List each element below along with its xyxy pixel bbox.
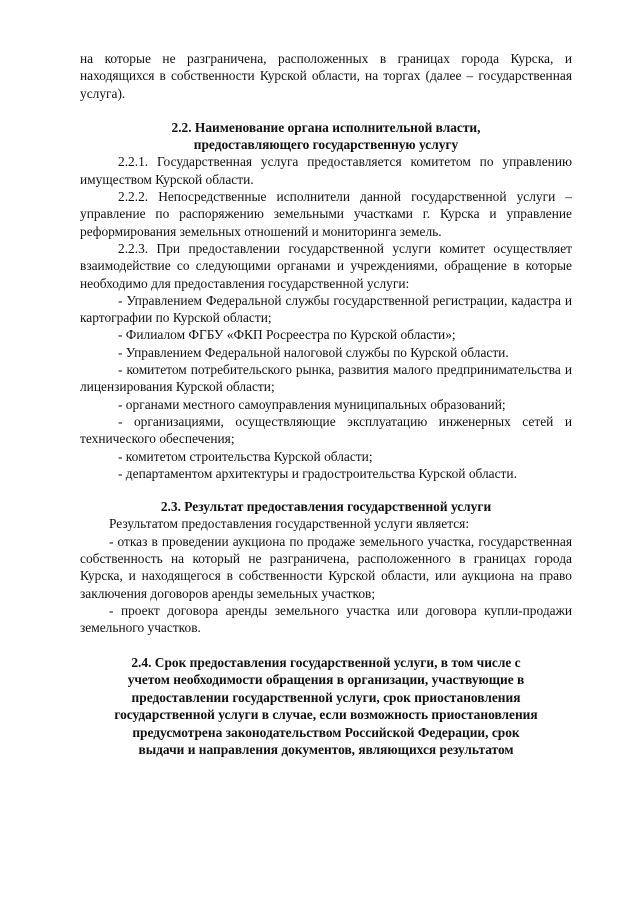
list-item: - отказ в проведении аукциона по продаже земельного участка, государственная собственность на который не разграничена, расположенного в границах города Курска, и находящегося в собственности Курской области, или аукциона на право заключения договоров аренды земельных участков; [80, 533, 572, 601]
heading-line: выдачи и направления документов, являющихся результатом [138, 742, 514, 758]
list-item: - Управлением Федеральной службы государственной регистрации, кадастра и картографии по Курской области; [80, 292, 572, 326]
paragraph-2-2-1: 2.2.1. Государственная услуга предоставляется комитетом по управлению имуществом Курской области. [80, 154, 572, 187]
document-page [80, 50, 572, 759]
intro-paragraph: на которые не разграничена, расположенных в границах города Курска, и находящихся в собственности Курской области, на торгах (далее – государственная услуга). [80, 51, 572, 101]
list-item: - организациями, осуществляющие эксплуатацию инженерных сетей и технического обеспечения; [80, 413, 572, 447]
section-2-4-heading [80, 654, 572, 760]
heading-line: учетом необходимости обращения в организации, участвующие в [127, 672, 525, 688]
list-item: - департаментом архитектуры и градостроительства Курской области. [118, 465, 517, 481]
heading-line: государственной услуги в случае, если возможность приостановления [114, 707, 538, 723]
section-2-3-heading [80, 498, 572, 515]
heading-line: предоставлении государственной услуги, срок приостановления [131, 689, 521, 705]
list-item: - Управлением Федеральной налоговой службы по Курской области. [118, 344, 509, 360]
heading-line: 2.4. Срок предоставления государственной услуги, в том числе с [131, 654, 521, 670]
list-item: - органами местного самоуправления муниципальных образований; [118, 396, 506, 412]
list-item: - комитетом строительства Курской области; [118, 448, 373, 464]
heading-line: 2.3. Результат предоставления государственной услуги [160, 499, 492, 515]
paragraph-2-2-2: 2.2.2. Непосредственные исполнители данной государственной услуги – управление по распоряжению земельными участками г. Курска и управление реформирования земельных отношений и мониторинга земель. [80, 189, 572, 239]
list-item: - проект договора аренды земельного участка или договора купли-продажи земельного участков. [80, 602, 572, 636]
section-2-2-heading [80, 119, 572, 154]
heading-line: предусмотрена законодательством Российской Федерации, срок [132, 724, 520, 740]
paragraph-2-3-lead: Результатом предоставления государственной услуги является: [109, 516, 470, 532]
paragraph-2-2-3: 2.2.3. При предоставлении государственной услуги комитет осуществляет взаимодействие со следующими органами и учреждениями, обращение в которые необходимо для предоставления государственной услуги: [80, 240, 572, 291]
heading-line: 2.2. Наименование органа исполнительной власти, [171, 119, 481, 135]
list-item: - комитетом потребительского рынка, развития малого предпринимательства и лицензирования Курской области; [80, 362, 572, 395]
list-item: - Филиалом ФГБУ «ФКП Росреестра по Курской области»; [118, 327, 456, 343]
heading-line: предоставляющего государственную услугу [193, 137, 459, 153]
